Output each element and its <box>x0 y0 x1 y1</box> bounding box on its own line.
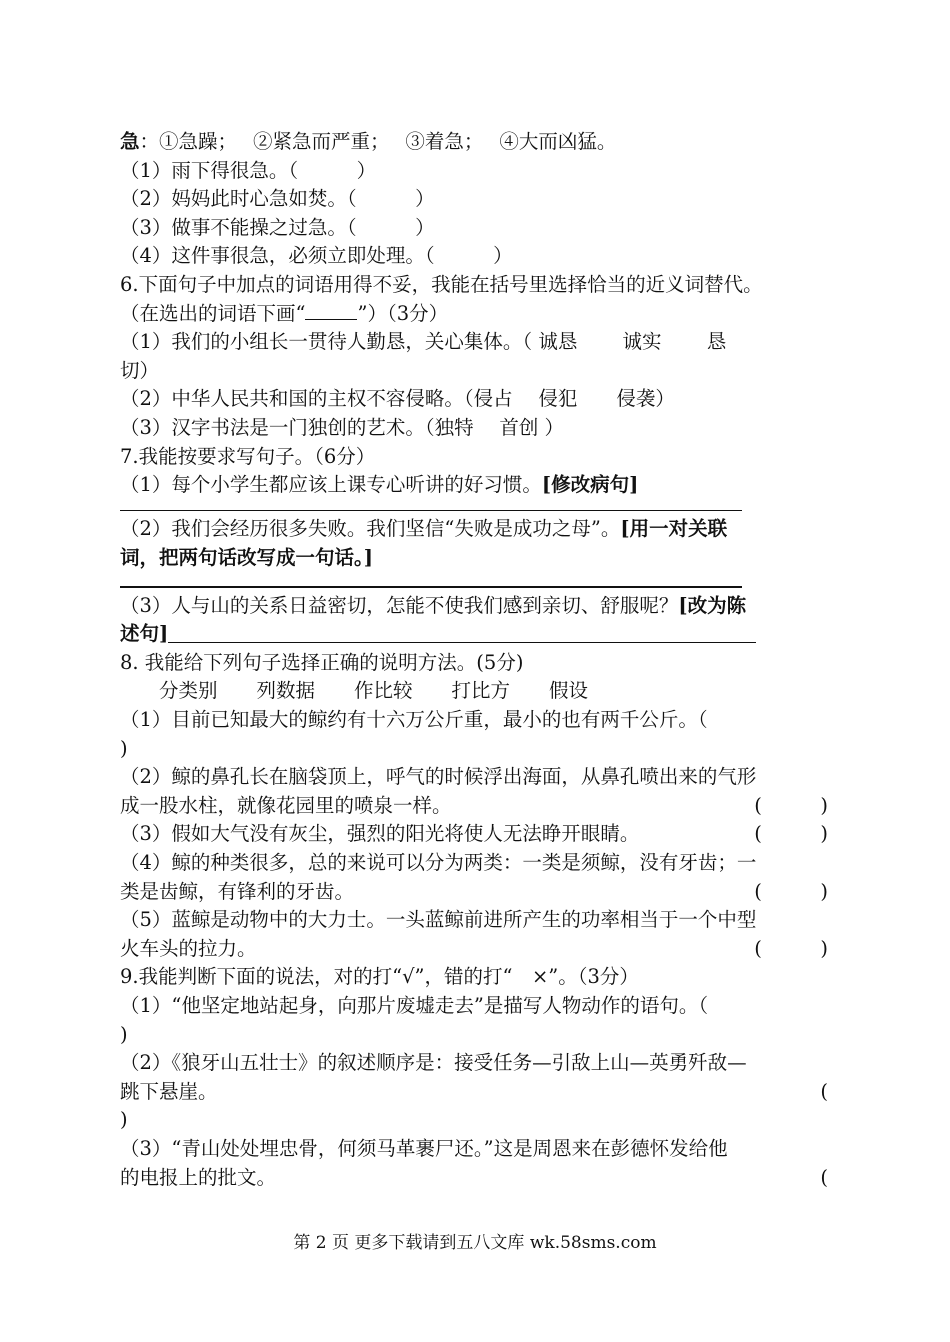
q8-line-2-cont <box>120 792 840 821</box>
q5-header <box>120 128 840 157</box>
q6-note-b: ”）（3分） <box>357 301 449 325</box>
q8-line-5-text: 火车头的拉力。 <box>120 936 257 960</box>
q9-line-3: （3）“青山处处埋忠骨，何须马革裹尸还。”这是周恩来在彭德怀发给他 <box>120 1136 728 1160</box>
answer-line-1[interactable] <box>120 510 742 511</box>
answer-paren-4[interactable]: ( ) <box>754 879 828 903</box>
q8-options: 分类别 列数据 作比较 打比方 假设 <box>120 679 589 703</box>
q6-item-2: （2）中华人民共和国的主权不容侵略。（侵占 侵犯 侵袭） <box>120 387 675 411</box>
q7-s3-requirement-b: 述句] <box>120 622 169 646</box>
q7-sentence-3 <box>120 592 840 621</box>
underline-sample <box>305 301 357 320</box>
q8-line-4-cont <box>120 878 840 907</box>
q9-line-2: （2）《狼牙山五壮士》的叙述顺序是：接受任务—引敌上山—英勇歼敌— <box>120 1051 747 1075</box>
q6-title: 6.下面句子中加点的词语用得不妥，我能在括号里选择恰当的近义词替代。 <box>120 272 763 296</box>
q7-sentence-1 <box>120 471 840 500</box>
q9-line-2-cont <box>120 1078 840 1107</box>
answer-paren-2[interactable]: ( ) <box>754 793 828 817</box>
answer-paren-5[interactable]: ( ) <box>754 936 828 960</box>
q7-s3-line <box>120 620 840 649</box>
q5-item-4: （4）这件事很急，必须立即处理。（ ） <box>120 244 513 268</box>
q9-line-3-cont <box>120 1164 840 1193</box>
q6-item-3: （3）汉字书法是一门独创的艺术。（独特 首创 ） <box>120 415 565 439</box>
q6-note <box>120 300 840 329</box>
worksheet-page <box>120 128 840 1192</box>
q7-s1-text: （1）每个小学生都应该上课专心听讲的好习惯。 <box>120 473 542 497</box>
answer-line-3[interactable] <box>168 620 756 643</box>
q6-note-a: （在选出的词语下画“ <box>120 301 306 325</box>
q6-item-1-cont: 切） <box>120 358 160 382</box>
q6-item-1: （1）我们的小组长一贯待人勤恳，关心集体。（ 诚恳 诚实 恳 <box>120 330 727 354</box>
q9-line-2-text: 跳下悬崖。 <box>120 1079 218 1103</box>
q5-header-meanings: ：①急躁； ②紧急而严重； ③着急； ④大而凶猛。 <box>139 130 617 153</box>
q9-line-2-close: ) <box>120 1108 128 1132</box>
q8-line-3 <box>120 820 840 849</box>
q8-line-4-text: 类是齿鲸，有锋利的牙齿。 <box>120 879 355 903</box>
q8-title: 8. 我能给下列句子选择正确的说明方法。(5分) <box>120 650 524 674</box>
q9-line-3-text: 的电报上的批文。 <box>120 1165 277 1189</box>
page-footer: 第 2 页 更多下载请到五八文库 wk.58sms.com <box>293 1233 657 1253</box>
answer-paren-3[interactable]: ( ) <box>754 822 828 846</box>
q7-s1-requirement: [修改病句] <box>541 473 639 497</box>
q8-line-1: （1）目前已知最大的鲸约有十六万公斤重，最小的也有两千公斤。（ <box>120 708 708 732</box>
q8-line-5-cont <box>120 935 840 964</box>
q5-header-word: 急 <box>120 130 140 153</box>
q8-line-4: （4）鲸的种类很多，总的来说可以分为两类：一类是须鲸，没有牙齿；一 <box>120 851 757 875</box>
q7-s2-text: （2）我们会经历很多失败。我们坚信“失败是成功之母”。 <box>120 517 621 541</box>
q7-s2-requirement-b: 词，把两句话改写成一句话。] <box>120 545 373 569</box>
q8-line-2: （2）鲸的鼻孔长在脑袋顶上，呼气的时候浮出海面，从鼻孔喷出来的气形 <box>120 765 757 789</box>
q8-line-2-text: 成一股水柱，就像花园里的喷泉一样。 <box>120 793 452 817</box>
q8-line-5: （5）蓝鲸是动物中的大力士。一头蓝鲸前进所产生的功率相当于一个中型 <box>120 908 757 932</box>
q8-line-3-text: （3）假如大气没有灰尘，强烈的阳光将使人无法睁开眼睛。 <box>120 822 640 846</box>
q5-item-2: （2）妈妈此时心急如焚。（ ） <box>120 187 435 211</box>
q9-line-1-paren: ) <box>120 1022 128 1046</box>
q8-line-1-paren: ) <box>120 736 128 760</box>
answer-line-2[interactable] <box>120 586 742 587</box>
q7-sentence-2 <box>120 515 840 544</box>
q5-item-3: （3）做事不能操之过急。（ ） <box>120 215 435 239</box>
q7-s3-requirement-a: [改为陈 <box>678 593 747 617</box>
q7-s3-text: （3）人与山的关系日益密切，怎能不使我们感到亲切、舒服呢？ <box>120 593 679 617</box>
q7-s2-requirement-a: [用一对关联 <box>620 517 728 541</box>
q9-title: 9.我能判断下面的说法，对的打“√”，错的打“ ×”。（3分） <box>120 965 639 989</box>
q9-line-1: （1）“他坚定地站起身，向那片废墟走去”是描写人物动作的语句。（ <box>120 994 709 1017</box>
answer-paren-q9-3[interactable]: ( <box>820 1165 828 1189</box>
answer-paren-q9-2[interactable]: ( <box>820 1079 828 1103</box>
q7-title: 7.我能按要求写句子。（6分） <box>120 444 376 468</box>
q5-item-1: （1）雨下得很急。（ ） <box>120 158 377 182</box>
